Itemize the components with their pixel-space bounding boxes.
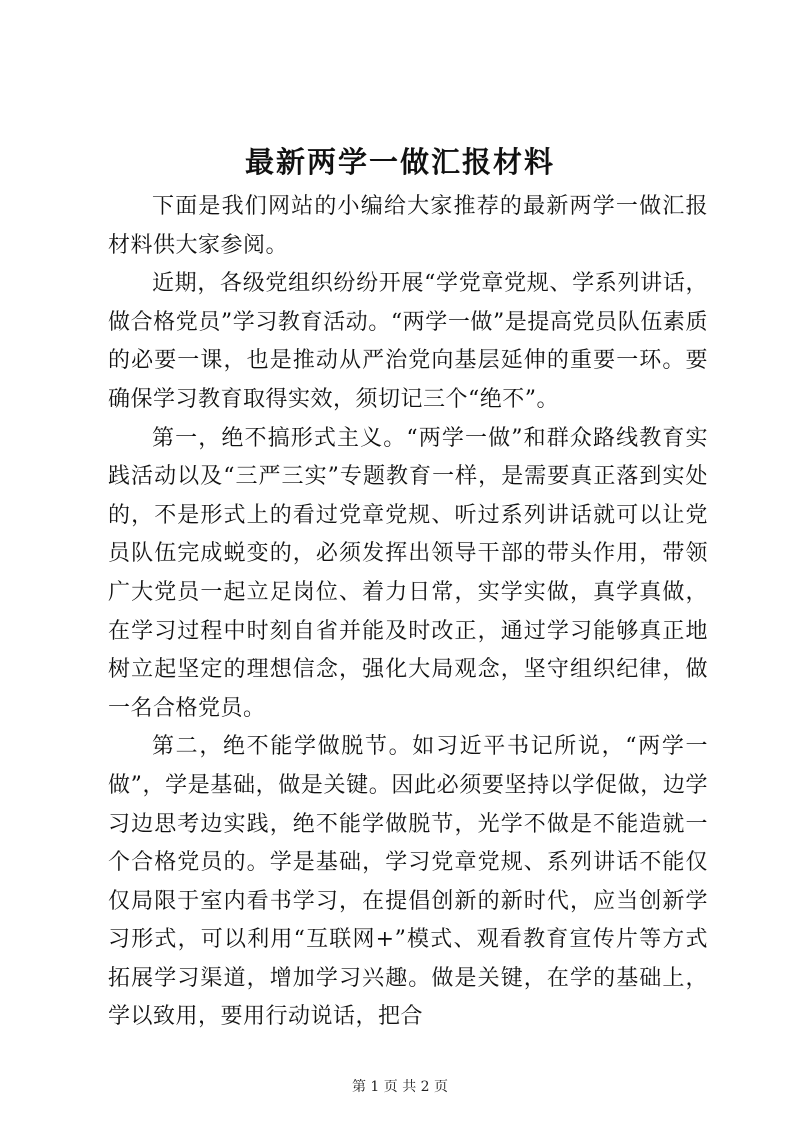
- page-footer: 第 1 页 共 2 页: [351, 1079, 449, 1095]
- document-body: [108, 188, 708, 1037]
- paragraph-first-point: 第一，绝不搞形式主义。“两学一做”和群众路线教育实践活动以及“三严三实”专题教育一样，是需要真正落到实处的，不是形式上的看过党章党规、听过系列讲话就可以让党员队伍完成蜕变的，必须发挥出领导干部的带头作用，带领广大党员一起立足岗位、着力日常，实学实做，真学真做，在学习过程中时刻自省并能及时改正，通过学习能够真正地树立起坚定的理想信念，强化大局观念，坚守组织纪律，做一名合格党员。: [108, 425, 708, 721]
- paragraph-second-point: 第二，绝不能学做脱节。如习近平书记所说，“两学一做”，学是基础，做是关键。因此必须要坚持以学促做，边学习边思考边实践，绝不能学做脱节，光学不做是不能造就一个合格党员的。学是基础，学习党章党规、系列讲话不能仅仅局限于室内看书学习，在提倡创新的新时代，应当创新学习形式，可以利用“互联网+”模式、观看教育宣传片等方式拓展学习渠道，增加学习兴趣。做是关键，在学的基础上，学以致用，要用行动说话，把合: [108, 734, 708, 1030]
- paragraph-overview: 近期，各级党组织纷纷开展“学党章党规、学系列讲话，做合格党员”学习教育活动。“两学一做”是提高党员队伍素质的必要一课，也是推动从严治党向基层延伸的重要一环。要确保学习教育取得实效，须切记三个“绝不”。: [108, 271, 708, 412]
- paragraph-intro: 下面是我们网站的小编给大家推荐的最新两学一做汇报材料供大家参阅。: [108, 194, 708, 258]
- document-title: 最新两学一做汇报材料: [244, 145, 555, 179]
